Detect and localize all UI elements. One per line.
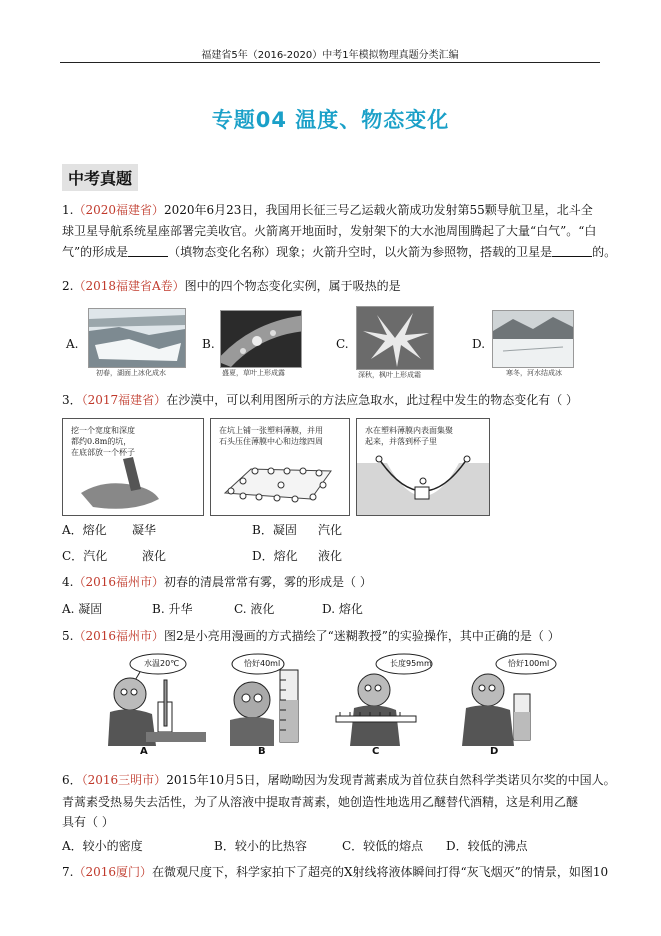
q3-options-row-2	[62, 548, 602, 564]
header-rule	[60, 62, 600, 63]
q2-photo-ice-melting	[88, 308, 186, 368]
q5-cartoon-b	[222, 650, 322, 758]
q7-source: （2016厦门）	[73, 865, 152, 879]
q6-option-d[interactable]: D．较低的沸点	[446, 839, 528, 853]
q1-text-3c: 的。	[592, 245, 617, 259]
q6-option-b[interactable]: B．较小的比热容	[214, 839, 307, 853]
q5-bubble-b: 恰好40ml	[244, 659, 281, 668]
q1-line-1	[62, 202, 602, 218]
q1-number: 1.	[62, 203, 74, 217]
q2-option-c-letter[interactable]: C.	[336, 337, 349, 351]
q4-option-d[interactable]: D. 熔化	[322, 602, 363, 616]
q3-line	[62, 392, 602, 408]
q3-options-row-1	[62, 522, 602, 538]
q2-option-d-letter[interactable]: D.	[472, 337, 486, 351]
q6-source: （2016三明市）	[81, 773, 167, 787]
q2-caption-c: 深秋，枫叶上形成霜	[358, 371, 421, 379]
q2-photo-frozen-river	[492, 310, 574, 368]
q2-source: （2018福建省A卷）	[73, 279, 185, 293]
q2-line	[62, 278, 602, 294]
q4-source: （2016福州市）	[73, 575, 164, 589]
q3-diagram-panel-1	[62, 418, 204, 516]
page-header: 福建省5年（2016-2020）中考1年模拟物理真题分类汇编	[201, 50, 459, 61]
q5-label-c[interactable]: C	[372, 746, 380, 757]
page-title: 专题04 温度、物态变化	[211, 108, 450, 132]
q5-bubble-c: 长度95mm	[390, 659, 432, 668]
q2-caption-d: 寒冬，河水结成冰	[506, 369, 562, 377]
q2-option-a-letter[interactable]: A.	[66, 337, 79, 351]
q2-photo-frost	[356, 306, 434, 370]
q7-line	[62, 864, 609, 880]
q3-option-d-second: 液化	[318, 549, 343, 563]
q5-source: （2016福州市）	[73, 629, 164, 643]
q5-cartoon-d	[452, 650, 562, 758]
q2-number: 2.	[62, 279, 74, 293]
q3-number: 3．	[62, 393, 82, 407]
q1-text-3b: （填物态变化名称）现象；火箭升空时，以火箭为参照物，搭载的卫星是	[168, 245, 553, 259]
q1-answer-blank-1[interactable]	[128, 245, 168, 257]
section-heading: 中考真题	[62, 164, 138, 191]
q6-option-a[interactable]: A．较小的密度	[62, 839, 143, 853]
q4-option-a[interactable]: A. 凝固	[62, 602, 103, 616]
q5-cartoon-a	[100, 650, 210, 758]
q5-bubble-d: 恰好100ml	[508, 659, 550, 668]
q3-option-b-second: 汽化	[318, 523, 343, 537]
q1-source: （2020福建省）	[73, 203, 164, 217]
q1-text-3a: 气”的形成是	[62, 245, 129, 259]
q5-label-b[interactable]: B	[258, 746, 266, 757]
q1-text-1: 2020年6月23日，我国用长征三号乙运载火箭成功发射第55颗导航卫星，北斗全	[164, 203, 593, 217]
q4-option-b[interactable]: B. 升华	[152, 602, 193, 616]
q1-line-2: 球卫星导航系统星座部署完美收官。火箭离开地面时，发射架下的大水池周围腾起了大量“白气”。“白	[62, 224, 597, 238]
q4-number: 4.	[62, 575, 74, 589]
q1-line-3	[62, 244, 617, 260]
q4-options-row	[62, 601, 602, 617]
q2-caption-b: 盛夏，草叶上形成露	[222, 369, 285, 377]
q5-text: 图2是小亮用漫画的方式描绘了“迷糊教授”的实验操作，其中正确的是（ ）	[164, 629, 560, 643]
q6-option-c[interactable]: C．较低的熔点	[342, 839, 424, 853]
q3-source: （2017福建省）	[81, 393, 167, 407]
q4-option-c[interactable]: C. 液化	[234, 602, 275, 616]
q3-option-c-second: 液化	[142, 549, 167, 563]
q3-option-a[interactable]: A．熔化	[62, 523, 107, 537]
q3-panel-2-text: 在坑上铺一张塑料薄膜，并用 石头压住薄膜中心和边缘四周	[219, 426, 323, 446]
q5-cartoon-c	[330, 650, 440, 758]
q3-option-c[interactable]: C．汽化	[62, 549, 108, 563]
q3-option-a-second: 凝华	[132, 523, 157, 537]
q7-text: 在微观尺度下，科学家拍下了超亮的X射线将液体瞬间打得“灰飞烟灭”的情景，如图10	[152, 865, 609, 879]
q5-line	[62, 628, 602, 644]
q6-text-1: 2015年10月5日，屠呦呦因为发现青蒿素成为首位获自然科学类诺贝尔奖的中国人。	[166, 773, 616, 787]
q6-number: 6．	[62, 773, 82, 787]
q6-line-3: 具有（ ）	[62, 815, 114, 829]
q5-label-a[interactable]: A	[140, 746, 148, 757]
q2-text: 图中的四个物态变化实例，属于吸热的是	[184, 279, 401, 293]
q1-answer-blank-2[interactable]	[552, 245, 592, 257]
q5-bubble-a: 水温20℃	[144, 659, 180, 668]
q6-line-1	[62, 772, 616, 788]
q4-text: 初春的清晨常常有雾，雾的形成是（ ）	[164, 575, 372, 589]
q3-panel-1-text: 挖一个宽度和深度 都约0.8m的坑， 在底部放一个杯子	[71, 426, 135, 457]
q2-option-b-letter[interactable]: B.	[202, 337, 215, 351]
q2-caption-a: 初春，湖面上冰化成水	[96, 369, 166, 377]
q3-text: 在沙漠中，可以利用图所示的方法应急取水，此过程中发生的物态变化有（ ）	[166, 393, 579, 407]
q4-line	[62, 574, 602, 590]
q3-panel-3-text: 水在塑料薄膜内表面集聚 起来，并落到杯子里	[365, 426, 453, 446]
q6-line-2: 青蒿素受热易失去活性，为了从溶液中提取青蒿素，她创造性地选用乙醚替代酒精，这是利用乙醚	[62, 795, 579, 809]
q3-diagram-panel-3	[356, 418, 490, 516]
q6-options-row	[62, 838, 602, 854]
q3-option-d[interactable]: D．熔化	[252, 549, 298, 563]
q2-photo-dew	[220, 310, 302, 368]
q7-number: 7.	[62, 865, 74, 879]
q3-option-b[interactable]: B．凝固	[252, 523, 297, 537]
q5-number: 5.	[62, 629, 74, 643]
q3-diagram-panel-2	[210, 418, 350, 516]
q5-label-d[interactable]: D	[490, 746, 499, 757]
